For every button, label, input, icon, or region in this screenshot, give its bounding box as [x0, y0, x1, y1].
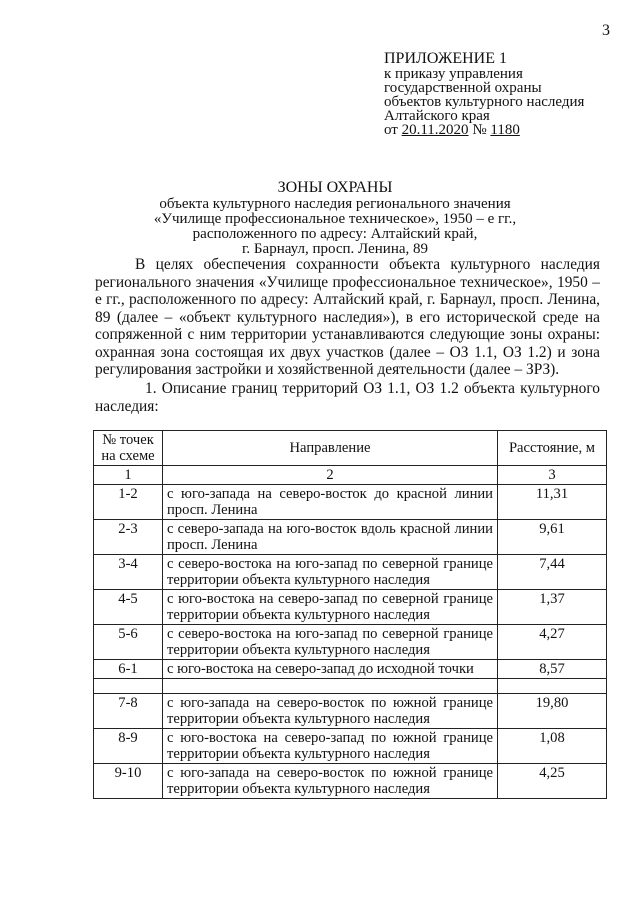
title-main: ЗОНЫ ОХРАНЫ [277, 179, 393, 196]
table-row [94, 555, 607, 590]
distance-cell: 1,37 [498, 590, 607, 625]
appendix-date-line [384, 123, 584, 137]
table-row [94, 764, 607, 799]
direction-cell: с юго-востока на северо-запад по северной границе территории объекта культурного наследия [163, 590, 498, 625]
points-cell [94, 679, 163, 694]
appendix-line: Алтайского края [384, 108, 490, 124]
table-row [94, 625, 607, 660]
header-points: № точек на схеме [94, 431, 163, 466]
points-cell: 5-6 [94, 625, 163, 660]
title-line: г. Барнаул, просп. Ленина, 89 [241, 241, 429, 257]
document-title [90, 180, 580, 257]
number-prefix: № [468, 122, 491, 138]
direction-cell: с юго-востока на северо-запад до исходной точки [163, 660, 498, 679]
table-row [94, 590, 607, 625]
points-cell: 4-5 [94, 590, 163, 625]
order-number: 1180 [490, 122, 520, 138]
direction-cell: с северо-запада на юго-восток вдоль красной линии просп. Ленина [163, 520, 498, 555]
distance-cell: 1,08 [498, 729, 607, 764]
title-line: объекта культурного наследия регионального значения [159, 196, 511, 212]
table-row [94, 485, 607, 520]
table-row [94, 694, 607, 729]
appendix-line: к приказу управления [384, 66, 523, 82]
direction-cell [163, 679, 498, 694]
distance-cell: 4,25 [498, 764, 607, 799]
points-cell: 9-10 [94, 764, 163, 799]
distance-cell: 9,61 [498, 520, 607, 555]
order-date: 20.11.2020 [401, 122, 469, 138]
distance-cell: 11,31 [498, 485, 607, 520]
direction-cell: с северо-востока на юго-запад по северной границе территории объекта культурного наследия [163, 625, 498, 660]
appendix-line: объектов культурного наследия [384, 94, 585, 110]
points-cell: 8-9 [94, 729, 163, 764]
index-cell: 3 [498, 466, 607, 485]
item1-paragraph: 1. Описание границ территорий ОЗ 1.1, ОЗ 1.2 объекта культурного наследия: [95, 380, 600, 415]
points-cell: 2-3 [94, 520, 163, 555]
distance-cell: 4,27 [498, 625, 607, 660]
direction-cell: с юго-запада на северо-восток по южной границе территории объекта культурного наследия [163, 694, 498, 729]
table-index-row [94, 466, 607, 485]
appendix-block [384, 52, 584, 137]
points-cell: 7-8 [94, 694, 163, 729]
appendix-heading: ПРИЛОЖЕНИЕ 1 [384, 50, 508, 67]
table-header-row [94, 431, 607, 466]
header-direction: Направление [163, 431, 498, 466]
direction-cell: с юго-востока на северо-запад по южной границе территории объекта культурного наследия [163, 729, 498, 764]
table-row [94, 729, 607, 764]
table-row [94, 660, 607, 679]
boundary-table [93, 430, 607, 799]
header-distance: Расстояние, м [498, 431, 607, 466]
distance-cell: 19,80 [498, 694, 607, 729]
distance-cell [498, 679, 607, 694]
direction-cell: с северо-востока на юго-запад по северной границе территории объекта культурного наследия [163, 555, 498, 590]
table-row-separator [94, 679, 607, 694]
points-cell: 6-1 [94, 660, 163, 679]
index-cell: 2 [163, 466, 498, 485]
points-cell: 3-4 [94, 555, 163, 590]
direction-cell: с юго-запада на северо-восток до красной линии просп. Ленина [163, 485, 498, 520]
points-cell: 1-2 [94, 485, 163, 520]
table-row [94, 520, 607, 555]
index-cell: 1 [94, 466, 163, 485]
page-number: 3 [602, 22, 610, 39]
title-line: расположенного по адресу: Алтайский край, [192, 226, 478, 242]
date-prefix: от [384, 122, 402, 138]
intro-paragraph: В целях обеспечения сохранности объекта культурного наследия регионального значения «Училище профессиональное техническое», 1950 – е гг., расположенного по адресу: Алтайский край, г. Барнаул, просп. Ленина, 89 (далее – «объект культурного наследия»), в его исторической среде на сопряженной с ним территории устанавливаются следующие зоны охраны: охранная зона состоящая их двух участков (далее – ОЗ 1.1, ОЗ 1.2) и зона регулирования застройки и хозяйственной деятельности (далее – ЗРЗ). [95, 256, 600, 378]
appendix-line: государственной охраны [384, 80, 542, 96]
title-line: «Училище профессиональное техническое», 1950 – е гг., [153, 211, 517, 227]
distance-cell: 8,57 [498, 660, 607, 679]
direction-cell: с юго-запада на северо-восток по южной границе территории объекта культурного наследия [163, 764, 498, 799]
distance-cell: 7,44 [498, 555, 607, 590]
